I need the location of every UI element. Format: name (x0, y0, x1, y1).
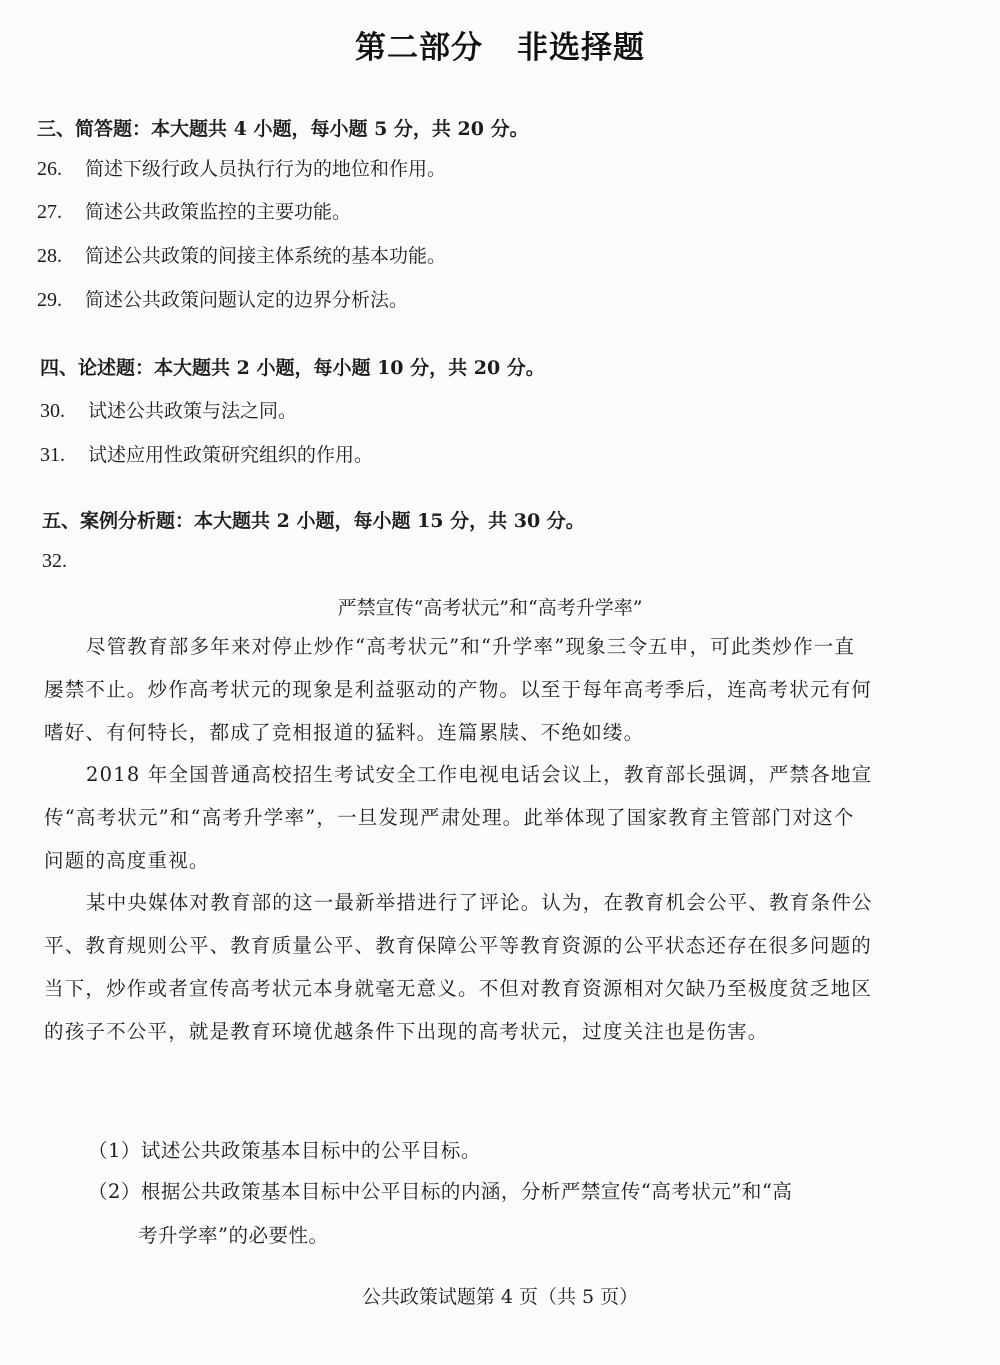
question-text: 试述应用性政策研究组织的作用。 (88, 444, 374, 466)
question-29 (37, 285, 408, 312)
question-number: 29. (37, 289, 62, 311)
question-number: 31. (40, 444, 65, 466)
page-footer: 公共政策试题第 4 页（共 5 页） (361, 1286, 639, 1308)
sub-question-label: （2） (88, 1180, 141, 1203)
sub-question-text: 试述公共政策基本目标中的公平目标。 (140, 1139, 481, 1162)
sub-question-text: 根据公共政策基本目标中公平目标的内涵，分析严禁宣传“高考状元”和“高 (140, 1180, 793, 1203)
sub-question-label: （1） (88, 1139, 141, 1162)
question-number: 32. (42, 550, 67, 572)
question-text: 试述公共政策与法之同。 (88, 400, 298, 422)
question-27 (37, 197, 351, 224)
part-label: 第二部分 (355, 30, 483, 66)
question-32 (42, 550, 90, 573)
question-30 (40, 396, 297, 423)
question-number: 30. (40, 400, 65, 422)
section-heading-essay: 四、论述题：本大题共 2 小题，每小题 10 分，共 20 分。 (40, 357, 545, 379)
part-name: 非选择题 (517, 30, 645, 66)
question-text: 简述下级行政人员执行行为的地位和作用。 (85, 158, 447, 180)
question-26 (37, 154, 446, 181)
question-28 (37, 241, 446, 268)
sub-question-text-continued: 考升学率”的必要性。 (138, 1224, 329, 1247)
question-text: 简述公共政策监控的主要功能。 (85, 201, 352, 223)
case-title: 严禁宣传“高考状元”和“高考升学率” (337, 597, 643, 619)
case-paragraph-2: 2018 年全国普通高校招生考试安全工作电视电话会议上，教育部长强调，严禁各地宣传“高考状元”和“高考升学率”，一旦发现严肃处理。此举体现了国家教育主管部门对这个问题的高度重视。 (44, 763, 873, 872)
question-text: 简述公共政策的间接主体系统的基本功能。 (85, 245, 447, 267)
question-number: 26. (37, 158, 62, 180)
question-number: 27. (37, 201, 62, 223)
case-paragraph-1: 尽管教育部多年来对停止炒作“高考状元”和“升学率”现象三令五申，可此类炒作一直屡禁不止。炒作高考状元的现象是利益驱动的产物。以至于每年高考季后，连高考状元有何嗜好、有何特长，都成了竞相报道的猛料。连篇累牍、不绝如缕。 (44, 635, 873, 744)
section-heading-case-analysis: 五、案例分析题：本大题共 2 小题，每小题 15 分，共 30 分。 (42, 510, 585, 532)
section-heading-short-answer: 三、简答题：本大题共 4 小题，每小题 5 分，共 20 分。 (37, 118, 529, 140)
question-number: 28. (37, 245, 62, 267)
sub-question-1 (88, 1135, 481, 1163)
question-text: 简述公共政策问题认定的边界分析法。 (85, 289, 409, 311)
sub-question-2 (88, 1170, 888, 1258)
part-title (0, 22, 1000, 67)
question-31 (40, 440, 373, 467)
case-paragraph-3: 某中央媒体对教育部的这一最新举措进行了评论。认为，在教育机会公平、教育条件公平、教育规则公平、教育质量公平、教育保障公平等教育资源的公平状态还存在很多问题的当下，炒作或者宣传高考状元本身就毫无意义。不但对教育资源相对欠缺乃至极度贫乏地区的孩子不公平，就是教育环境优越条件下出现的高考状元，过度关注也是伤害。 (44, 891, 873, 1043)
